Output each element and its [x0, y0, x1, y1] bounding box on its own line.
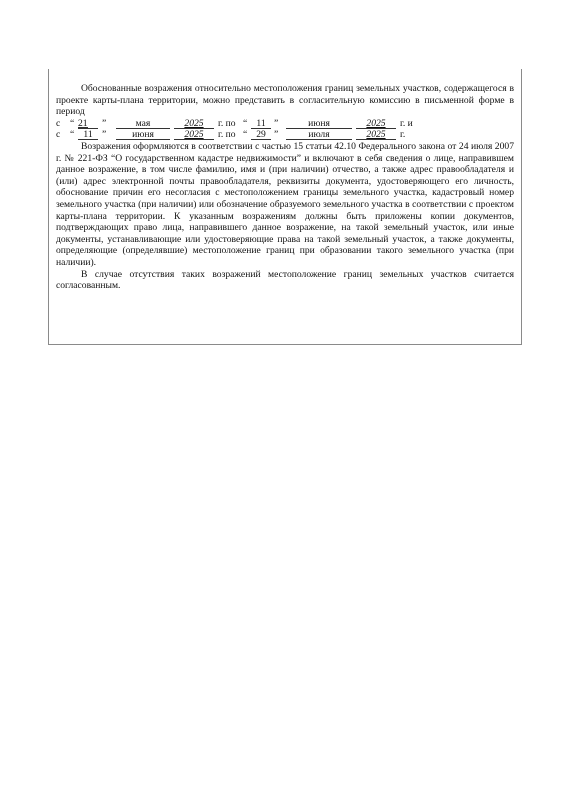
period1-to-quote-close: ” — [274, 117, 279, 129]
period1-from-year: 2025 — [174, 118, 214, 129]
period2-c: с — [56, 129, 61, 141]
period1-to-year: 2025 — [356, 118, 396, 129]
period2-g-po: г. по — [218, 129, 236, 141]
period2-to-month: июля — [286, 129, 352, 140]
period2-end: г. — [400, 129, 406, 141]
notice-text — [56, 83, 514, 292]
period2-from-month: июня — [116, 129, 170, 140]
period2-to-quote-open: “ — [243, 129, 248, 141]
period2-to-quote-close: ” — [274, 129, 279, 141]
objections-requirements-paragraph: Возражения оформляются в соответствии с частью 15 статьи 42.10 Федерального закона от 24 июля 2007 г. № 221-ФЗ “О государственном кадастре недвижимости” и включают в себя сведения о лице, направившем данное возражение, в том числе фамилию, имя и (при наличии) отчество, а также адрес правообладателя и (или) адрес электронной почты правообладателя, реквизиты документа, удостоверяющего его личность, обоснование причин его несогласия с местоположением границы земельного участка, кадастровый номер земельного участка (при наличии) или обозначение образуемого земельного участка в соответствии с проектом карты-плана территории. К указанным возражениям должны быть приложены копии документов, подтверждающих право лица, направившего данное возражение, на такой земельный участок, или иные документы, устанавливающие или удостоверяющие права на такой земельный участок, а также документы, определяющие (определявшие) местоположение границ при образовании такого земельного участка (при наличии). — [56, 140, 514, 268]
period1-to-quote-open: “ — [243, 117, 248, 129]
period1-c: с — [56, 117, 61, 129]
period2-to-year: 2025 — [356, 129, 396, 140]
period1-from-day: 21 — [78, 117, 88, 129]
period2-from-day: 11 — [78, 129, 98, 140]
period2-quote-open: “ — [70, 129, 75, 141]
period1-from-month: мая — [116, 118, 170, 129]
period1-g-po: г. по — [218, 117, 236, 129]
period1-to-day: 11 — [251, 118, 271, 129]
period2-from-year: 2025 — [174, 129, 214, 140]
period1-quote-open: “ — [70, 117, 75, 129]
period2-quote-close: ” — [102, 129, 107, 141]
objections-intro-paragraph: Обоснованные возражения относительно местоположения границ земельных участков, содержащегося в проекте карты-плана территории, можно представить в согласительную комиссию в письменной форме в период — [56, 83, 514, 118]
period-line-1 — [56, 118, 514, 130]
period1-to-month: июня — [286, 118, 352, 129]
period1-quote-close: ” — [102, 117, 107, 129]
period1-end: г. и — [400, 117, 413, 129]
agreement-paragraph: В случае отсутствия таких возражений местоположение границ земельных участков считается согласованным. — [56, 268, 514, 292]
period-line-2 — [56, 129, 514, 141]
period2-to-day: 29 — [251, 129, 271, 140]
